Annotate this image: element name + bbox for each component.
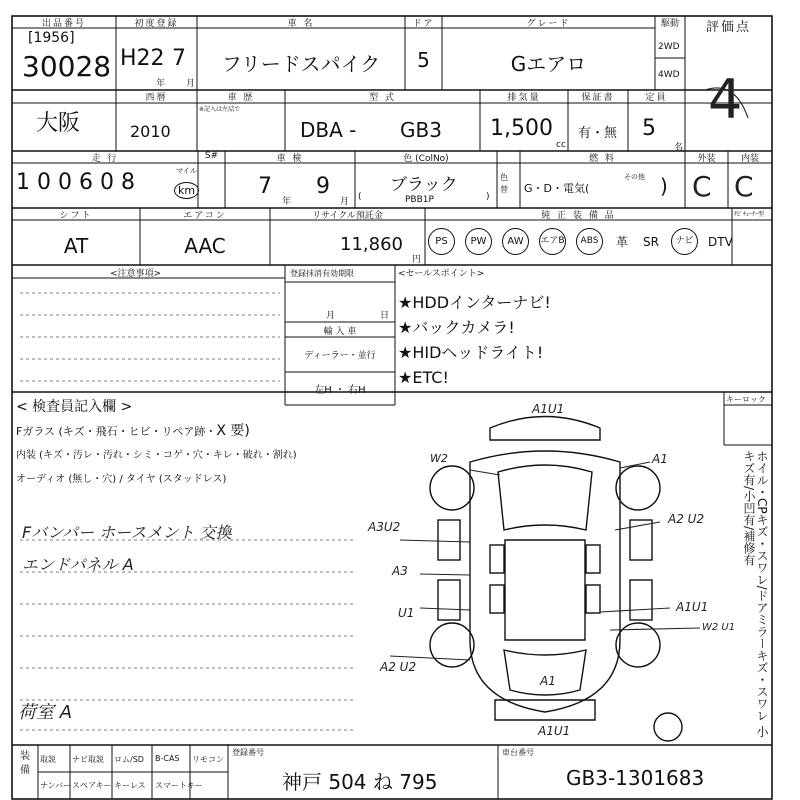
inspection-month: 9 bbox=[316, 174, 330, 199]
hand-note-1: Fバンパー ホースメント 交換 bbox=[22, 523, 232, 542]
equip-leather: 革 bbox=[615, 235, 628, 249]
equipment-title: 装備 bbox=[20, 751, 30, 776]
capacity: 5 bbox=[642, 116, 656, 141]
key-lock-label: キーロック bbox=[726, 395, 766, 404]
year-unit: 年 bbox=[156, 79, 166, 89]
equip-pw: PW bbox=[465, 228, 492, 255]
equip-airbag: エアB bbox=[539, 228, 566, 255]
score-value: 4 bbox=[708, 68, 743, 131]
fuel-label: 燃 料 bbox=[589, 154, 616, 164]
equip-ps: PS bbox=[428, 228, 455, 255]
car-diagram bbox=[430, 417, 682, 742]
exterior-label: 外装 bbox=[697, 154, 716, 164]
hand-note-3: 荷室 A bbox=[18, 702, 73, 723]
mark-rear: A1U1 bbox=[538, 724, 571, 738]
equip-rom-sd: ロム/SD bbox=[114, 755, 144, 764]
scale-label: S# bbox=[204, 151, 219, 161]
equip-bcas: B-CAS bbox=[155, 754, 180, 763]
name-unit: 名 bbox=[674, 143, 684, 153]
warranty-value: 有・無 bbox=[578, 126, 618, 141]
navi-type-label: ﾅﾋﾞﾁｭｰﾅｰ型 bbox=[734, 211, 765, 218]
audio-line: オーディオ (無し・穴) / タイヤ (スタッドレス) bbox=[16, 474, 227, 485]
equip-navi: ナビ bbox=[671, 228, 698, 255]
equip-plate: ナンバー bbox=[40, 781, 72, 790]
mark-right-front-door: A2 U2 bbox=[668, 512, 705, 526]
grade-label: グレード bbox=[526, 19, 571, 29]
fuel-options: G・D・電気( bbox=[524, 182, 590, 195]
mark-left-rear-door: U1 bbox=[398, 606, 415, 620]
equipment-label: 純 正 装 備 品 bbox=[541, 211, 616, 221]
cc-unit: cc bbox=[556, 140, 566, 150]
aircon-label: エアコン bbox=[183, 211, 227, 221]
aircon-value: AAC bbox=[184, 234, 226, 258]
inspection-label: 車 検 bbox=[276, 154, 304, 164]
reg-expiry-title: 登録抹消有効期限 bbox=[290, 269, 354, 278]
history-note: ※記入は左詰で bbox=[199, 106, 241, 113]
color-change-label: 色替 bbox=[500, 173, 508, 194]
color-paren-open: ( bbox=[358, 192, 362, 202]
mark-rear-center: A1 bbox=[540, 674, 556, 688]
equip-manual: 取説 bbox=[40, 755, 56, 764]
equip-remote: リモコン bbox=[192, 755, 224, 764]
equip-abs: ABS bbox=[576, 228, 603, 255]
model-code-label: 型 式 bbox=[369, 93, 396, 103]
equip-dtv: DTV bbox=[708, 234, 733, 249]
equip-navi-manual: ナビ取説 bbox=[72, 755, 104, 764]
mileage-digits: 1 0 0 6 0 8 bbox=[16, 170, 135, 195]
mark-left-sill: A3 bbox=[392, 564, 408, 578]
chassis-number: GB3-1301683 bbox=[566, 766, 705, 790]
recycle-label: リサイクル預託金 bbox=[312, 211, 383, 221]
drive-4wd: 4WD bbox=[658, 70, 680, 80]
exterior-grade: C bbox=[692, 170, 712, 203]
year-value: 2010 bbox=[130, 122, 171, 141]
lot-code: [1956] bbox=[28, 30, 75, 46]
sales-point: ★HDDインターナビ! bbox=[398, 293, 551, 312]
import-title: 輸 入 車 bbox=[323, 327, 357, 337]
mark-front-right: A1 bbox=[652, 452, 668, 466]
plate-number: 神戸 504 ね 795 bbox=[282, 770, 438, 794]
doors: 5 bbox=[417, 48, 430, 72]
sales-title: <セールスポイント> bbox=[398, 269, 485, 279]
interior-grade: C bbox=[734, 170, 754, 203]
chassis-label: 車台番号 bbox=[502, 748, 534, 757]
model-name-label: 車 名 bbox=[287, 19, 315, 29]
color-code: PBB1P bbox=[405, 195, 434, 205]
doors-label: ドア bbox=[412, 19, 435, 29]
equip-smart-key: スマートキー bbox=[155, 781, 203, 790]
drive-label: 駆動 bbox=[660, 19, 679, 29]
handle: 左H ・ 右H bbox=[314, 385, 366, 396]
score-label: 評価点 bbox=[705, 20, 751, 35]
equipment-list bbox=[428, 228, 770, 255]
f-glass-line: Fガラス (キズ・飛石・ヒビ・リペア跡・X 要) bbox=[16, 423, 250, 439]
mark-right-rear: W2 U1 bbox=[702, 622, 736, 633]
sales-points bbox=[398, 290, 551, 390]
fuel-other: その他 bbox=[624, 173, 645, 181]
month-unit: 月 bbox=[186, 79, 196, 89]
inspection-year-unit: 年 bbox=[282, 197, 292, 207]
mark-left-rear: A2 U2 bbox=[380, 660, 417, 674]
shift-value: AT bbox=[63, 234, 89, 258]
mark-front: A1U1 bbox=[532, 402, 565, 416]
reg-month: 7 bbox=[172, 46, 186, 71]
reg-era: H22 bbox=[120, 46, 165, 71]
mileage-unit-mile: マイル bbox=[176, 167, 197, 175]
mileage-unit-km: km bbox=[174, 182, 199, 199]
lot-number: 30028 bbox=[22, 50, 112, 83]
displacement: 1,500 bbox=[490, 116, 553, 141]
interior-label: 内装 bbox=[740, 154, 759, 164]
equip-keyless: キーレス bbox=[114, 781, 146, 790]
reg-expiry-day: 日 bbox=[380, 311, 390, 321]
interior-line: 内装 (キズ・汚レ・汚れ・シミ・コゲ・穴・キレ・破れ・割れ) bbox=[16, 450, 297, 461]
mileage-label: 走 行 bbox=[91, 154, 119, 164]
year-label: 西暦 bbox=[145, 93, 168, 103]
area: 大阪 bbox=[36, 111, 81, 136]
model-code: GB3 bbox=[400, 118, 442, 142]
shift-label: シフト bbox=[59, 211, 93, 221]
inspection-month-unit: 月 bbox=[340, 197, 350, 207]
displacement-label: 排気量 bbox=[507, 93, 541, 103]
color-label: 色 (ColNo) bbox=[403, 154, 449, 164]
equip-sunroof: SR bbox=[643, 234, 659, 249]
drive-2wd: 2WD bbox=[658, 42, 680, 52]
inspector-title: < 検査員記入欄 > bbox=[16, 399, 133, 415]
sales-point: ★ETC! bbox=[398, 368, 449, 387]
model-code-prefix: DBA - bbox=[300, 118, 357, 142]
color-paren-close: ) bbox=[486, 192, 490, 202]
history-label: 車 歴 bbox=[227, 93, 255, 103]
inspection-year: 7 bbox=[258, 174, 272, 199]
yen-unit: 円 bbox=[412, 255, 422, 265]
model-name: フリードスパイク bbox=[221, 52, 381, 76]
hand-note-2: エンドパネル A bbox=[22, 555, 134, 574]
equip-spare-key: スペアキー bbox=[72, 781, 112, 790]
mark-right-rear-door: A1U1 bbox=[676, 600, 709, 614]
equip-aw: AW bbox=[502, 228, 529, 255]
warranty-label: 保証書 bbox=[581, 93, 615, 103]
mark-front-left: W2 bbox=[430, 452, 448, 465]
fuel-close: ) bbox=[660, 174, 668, 198]
reg-expiry-month: 月 bbox=[326, 311, 336, 321]
sales-point: ★HIDヘッドライト! bbox=[398, 343, 544, 362]
sales-point: ★バックカメラ! bbox=[398, 318, 515, 337]
color-name: ブラック bbox=[390, 175, 458, 195]
side-text: ホイル・CPキズ・スワレ/ドアミラーキズ・スワレ 小キズ有/小凹有/補修有 bbox=[742, 450, 769, 738]
notes-title: <注意事項> bbox=[110, 269, 162, 279]
lot-label: 出品番号 bbox=[41, 19, 86, 29]
mark-left-front-door: A3U2 bbox=[368, 520, 401, 534]
capacity-label: 定員 bbox=[645, 93, 668, 103]
plate-label: 登録番号 bbox=[232, 748, 264, 757]
recycle-value: 11,860 bbox=[340, 234, 403, 255]
grade: Gエアロ bbox=[510, 52, 587, 76]
import-dealer: ディーラー・並行 bbox=[304, 351, 376, 361]
first-reg-label: 初度登録 bbox=[134, 19, 179, 29]
